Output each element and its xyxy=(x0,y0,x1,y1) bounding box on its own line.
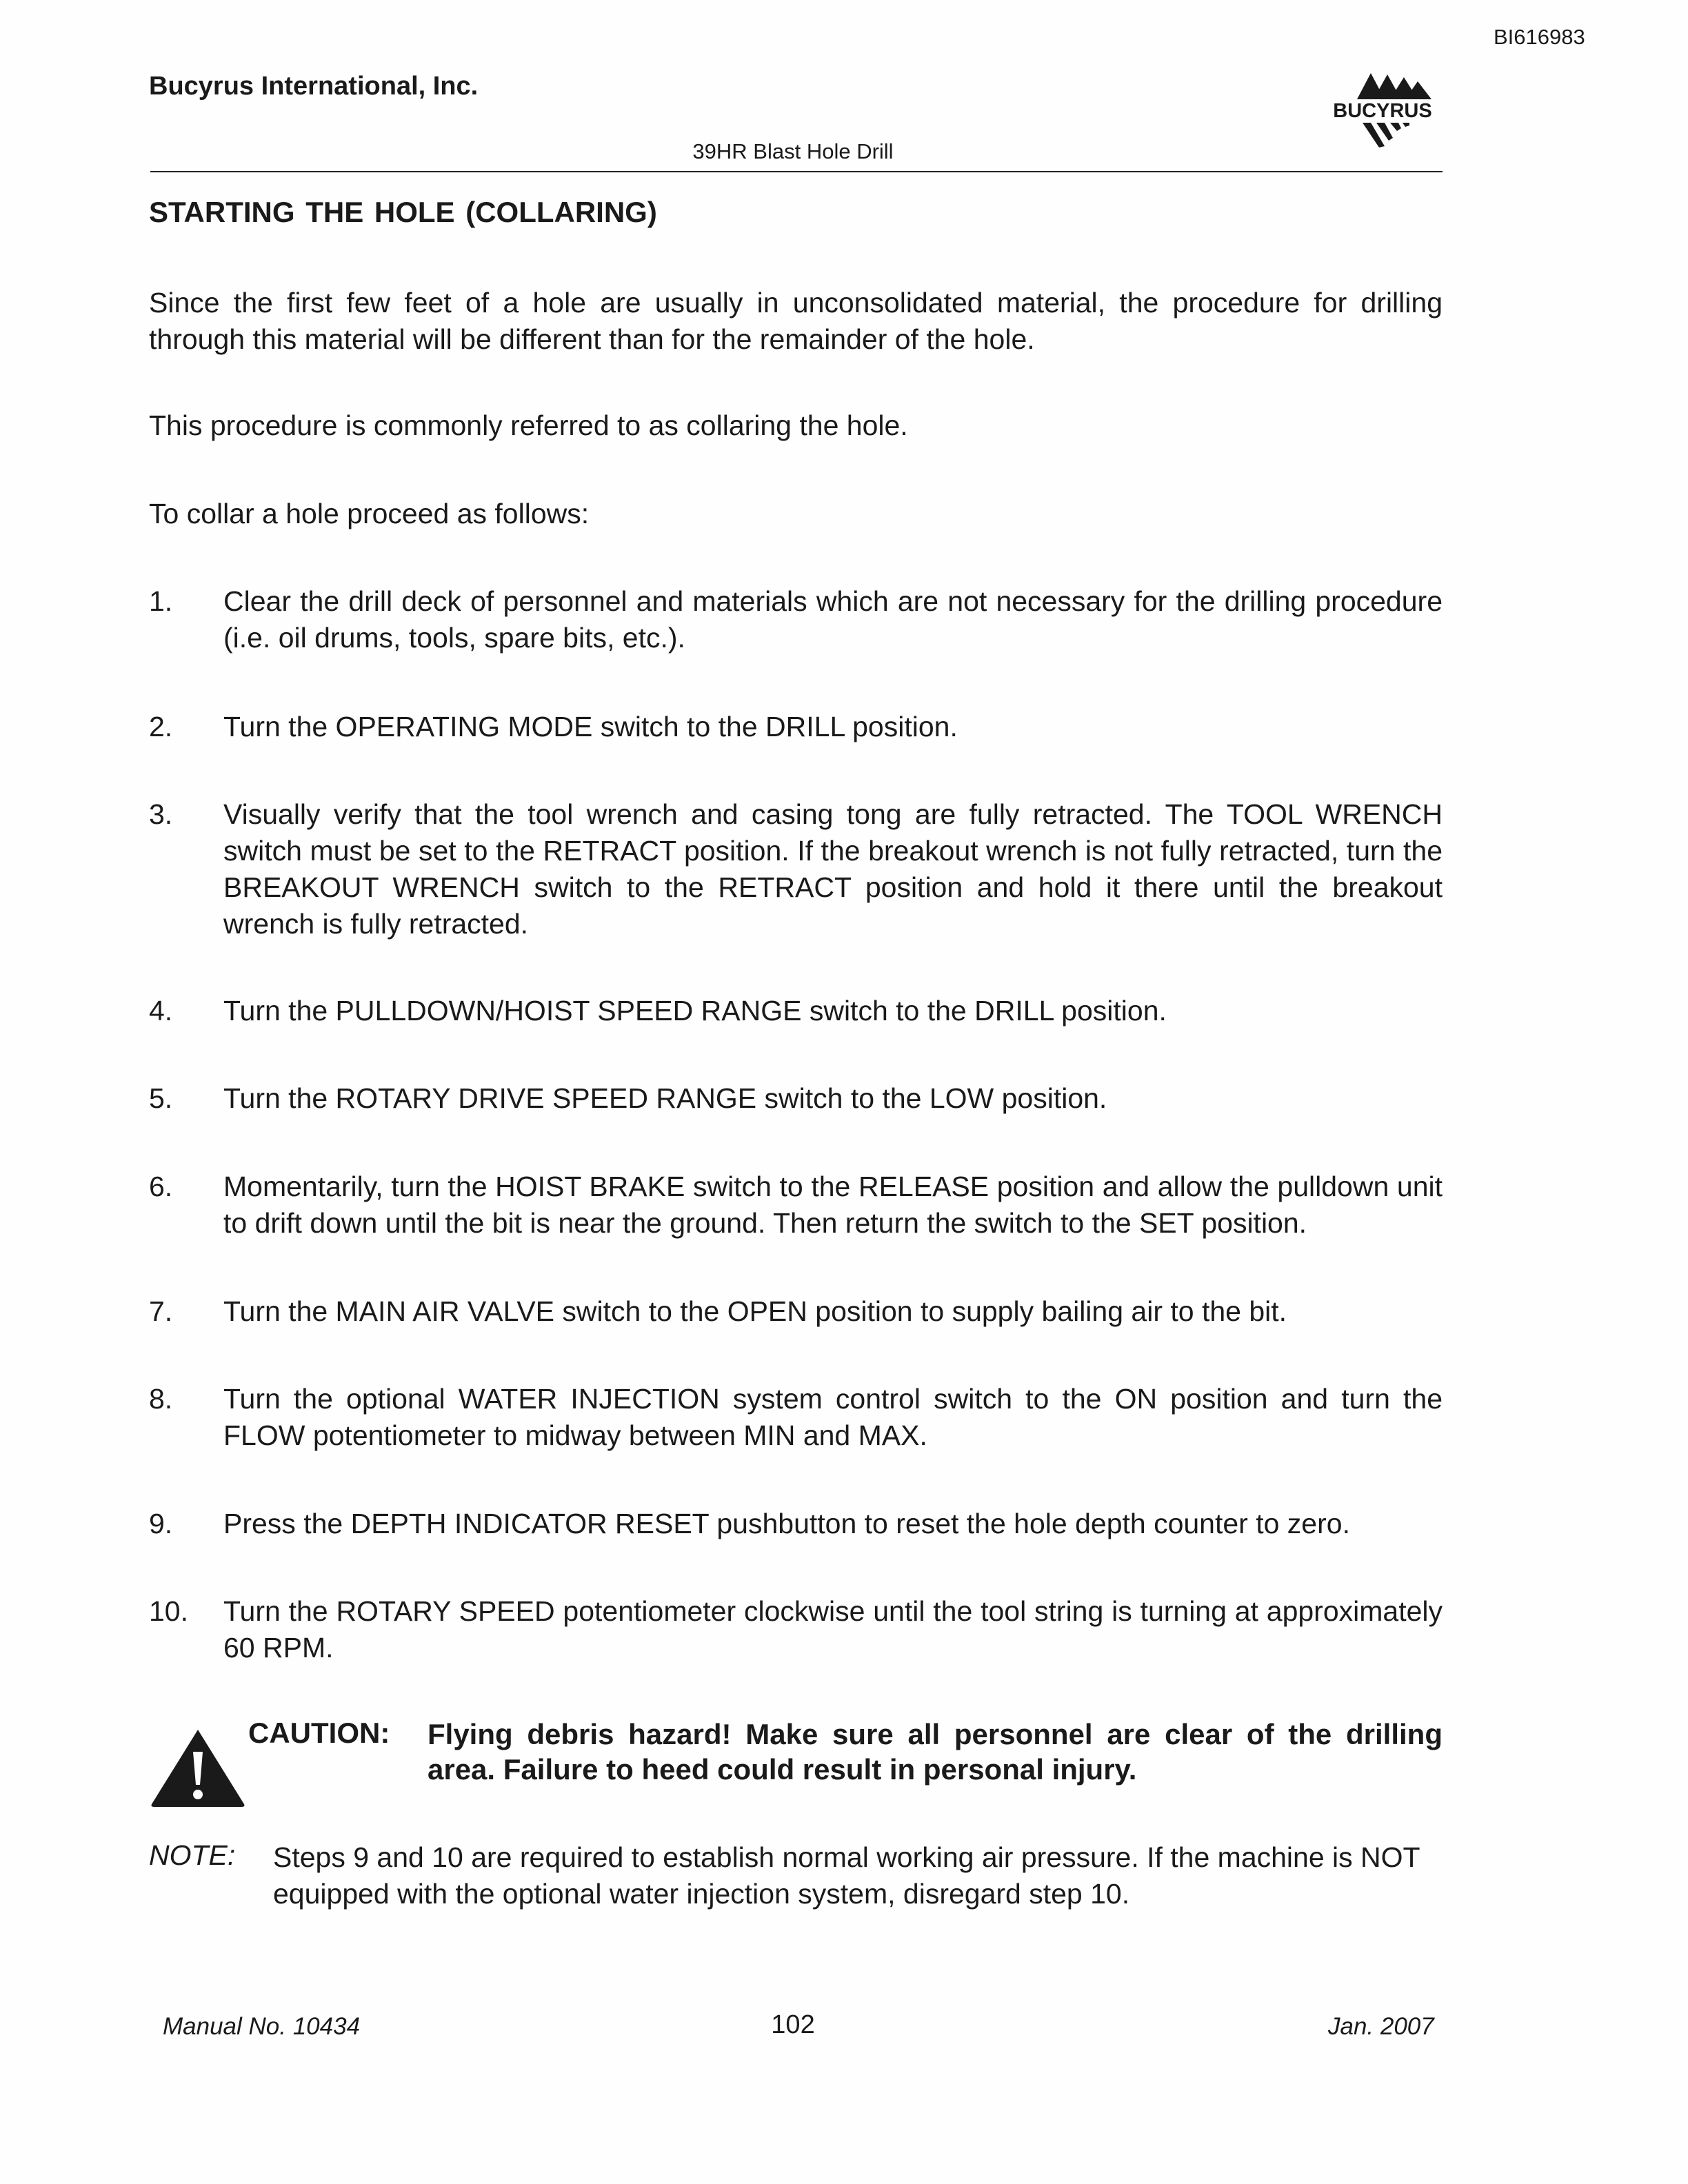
procedure-step xyxy=(149,796,1443,942)
company-name: Bucyrus International, Inc. xyxy=(149,72,479,101)
section-title: STARTING THE HOLE (COLLARING) xyxy=(149,196,657,228)
step-number: 6. xyxy=(149,1171,173,1202)
step-text: Momentarily, turn the HOIST BRAKE switch to the RELEASE position and allow the pulldown unit to drift down until the bit is near the ground. Then return the switch to the SET position. xyxy=(223,1171,1443,1239)
logo-text: BUCYRUS xyxy=(1333,100,1432,122)
step-number: 4. xyxy=(149,995,173,1027)
step-number: 1. xyxy=(149,585,173,617)
step-number: 9. xyxy=(149,1508,173,1539)
procedure-step xyxy=(149,1593,1443,1666)
caution-text: Flying debris hazard! Make sure all personnel are clear of the drilling area. Failure to heed could result in personal injury. xyxy=(428,1718,1443,1786)
step-text: Press the DEPTH INDICATOR RESET pushbutton to reset the hole depth counter to zero. xyxy=(223,1508,1350,1539)
procedure-step xyxy=(149,993,1443,1029)
intro-paragraph: This procedure is commonly referred to as collaring the hole. xyxy=(149,410,908,441)
document-subtitle: 39HR Blast Hole Drill xyxy=(692,139,894,163)
bucyrus-logo xyxy=(1321,72,1444,149)
procedure-step xyxy=(149,1293,1443,1330)
step-number: 10. xyxy=(149,1595,188,1627)
procedure-step xyxy=(149,1381,1443,1454)
intro-paragraph: Since the first few feet of a hole are usually in unconsolidated material, the procedure for drilling through this material will be different than for the remainder of the hole. xyxy=(149,287,1443,355)
warning-triangle-icon xyxy=(149,1727,247,1808)
step-text: Turn the PULLDOWN/HOIST SPEED RANGE switch to the DRILL position. xyxy=(223,995,1167,1027)
document-id: BI616983 xyxy=(1494,25,1585,49)
page-number: 102 xyxy=(771,2010,815,2039)
procedure-step xyxy=(149,1169,1443,1242)
procedure-step xyxy=(149,583,1443,656)
step-text: Turn the MAIN AIR VALVE switch to the OPEN position to supply bailing air to the bit. xyxy=(223,1295,1287,1327)
caution-label: CAUTION: xyxy=(248,1717,390,1749)
step-text: Clear the drill deck of personnel and materials which are not necessary for the drilling procedure (i.e. oil drums, tools, spare bits, etc.). xyxy=(223,585,1443,654)
logo-graphic xyxy=(1321,72,1444,149)
step-number: 7. xyxy=(149,1295,173,1327)
step-number: 2. xyxy=(149,711,173,742)
header-rule xyxy=(150,171,1443,172)
procedure-step xyxy=(149,709,1443,745)
note-text: Steps 9 and 10 are required to establish normal working air pressure. If the machine is NOT equipped with the optional water injection system, disregard step 10. xyxy=(273,1841,1420,1910)
step-number: 3. xyxy=(149,798,173,830)
procedure-step xyxy=(149,1506,1443,1542)
step-text: Turn the OPERATING MODE switch to the DRILL position. xyxy=(223,711,958,742)
step-text: Turn the optional WATER INJECTION system control switch to the ON position and turn the FLOW potentiometer to midway between MIN and MAX. xyxy=(223,1383,1443,1451)
step-number: 8. xyxy=(149,1383,173,1415)
step-text: Visually verify that the tool wrench and casing tong are fully retracted. The TOOL WRENCH switch must be set to the RETRACT position. If the breakout wrench is not fully retracted, turn the BREAKOUT WRENCH switch to the RETRACT position and hold it there until the breakout wrench is fully retracted. xyxy=(223,798,1443,940)
note-label: NOTE: xyxy=(149,1839,236,1871)
procedure-step xyxy=(149,1080,1443,1117)
step-number: 5. xyxy=(149,1082,173,1114)
step-text: Turn the ROTARY SPEED potentiometer clockwise until the tool string is turning at approximately 60 RPM. xyxy=(223,1595,1443,1664)
footer-manual-number: Manual No. 10434 xyxy=(163,2013,361,2040)
footer-date: Jan. 2007 xyxy=(1328,2013,1434,2040)
step-text: Turn the ROTARY DRIVE SPEED RANGE switch to the LOW position. xyxy=(223,1082,1107,1114)
intro-paragraph: To collar a hole proceed as follows: xyxy=(149,498,590,529)
